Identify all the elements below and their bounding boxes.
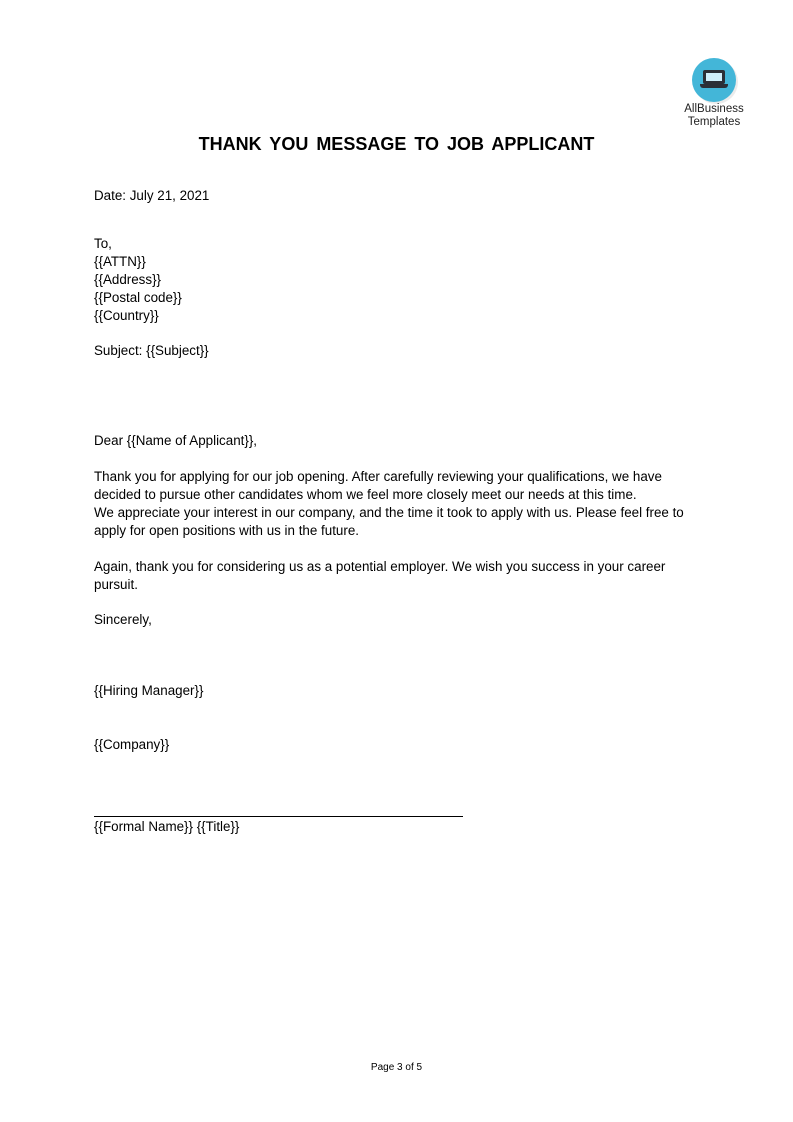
letter-date: Date: July 21, 2021: [94, 188, 210, 203]
address-block: [94, 235, 182, 325]
signature-manager: {{Hiring Manager}}: [94, 683, 204, 698]
signature-formal-name: {{Formal Name}} {{Title}}: [94, 819, 240, 834]
address-country: {{Country}}: [94, 308, 159, 323]
page-number: Page 3 of 5: [370, 1062, 423, 1073]
letter-closing: Sincerely,: [94, 612, 152, 627]
logo-line-1: AllBusiness: [684, 103, 744, 115]
body-line: We appreciate your interest in our company, and the time it took to apply with us. Please feel free to: [94, 505, 684, 520]
logo-text: [676, 103, 752, 129]
address-street: {{Address}}: [94, 272, 162, 287]
letter-subject: Subject: {{Subject}}: [94, 343, 209, 358]
address-attn: {{ATTN}}: [94, 254, 146, 269]
body-paragraph-1: [94, 468, 684, 540]
document-title: THANK YOU MESSAGE TO JOB APPLICANT: [198, 134, 595, 154]
address-to: To,: [94, 236, 112, 251]
body-line: Thank you for applying for our job opening. After carefully reviewing your qualifications, we have: [94, 469, 662, 484]
body-paragraph-2: [94, 558, 665, 594]
logo-line-2: Templates: [687, 116, 741, 128]
company-logo: [676, 58, 752, 129]
body-line: Again, thank you for considering us as a potential employer. We wish you success in your career: [94, 559, 666, 574]
body-line: decided to pursue other candidates whom we feel more closely meet our needs at this time.: [94, 487, 637, 502]
body-line: pursuit.: [94, 577, 138, 592]
address-postal-code: {{Postal code}}: [94, 290, 182, 305]
letter-salutation: Dear {{Name of Applicant}},: [94, 433, 258, 448]
body-line: apply for open positions with us in the future.: [94, 523, 359, 538]
laptop-icon: [692, 58, 736, 102]
signature-company: {{Company}}: [94, 737, 170, 752]
signature-line: [94, 816, 463, 817]
